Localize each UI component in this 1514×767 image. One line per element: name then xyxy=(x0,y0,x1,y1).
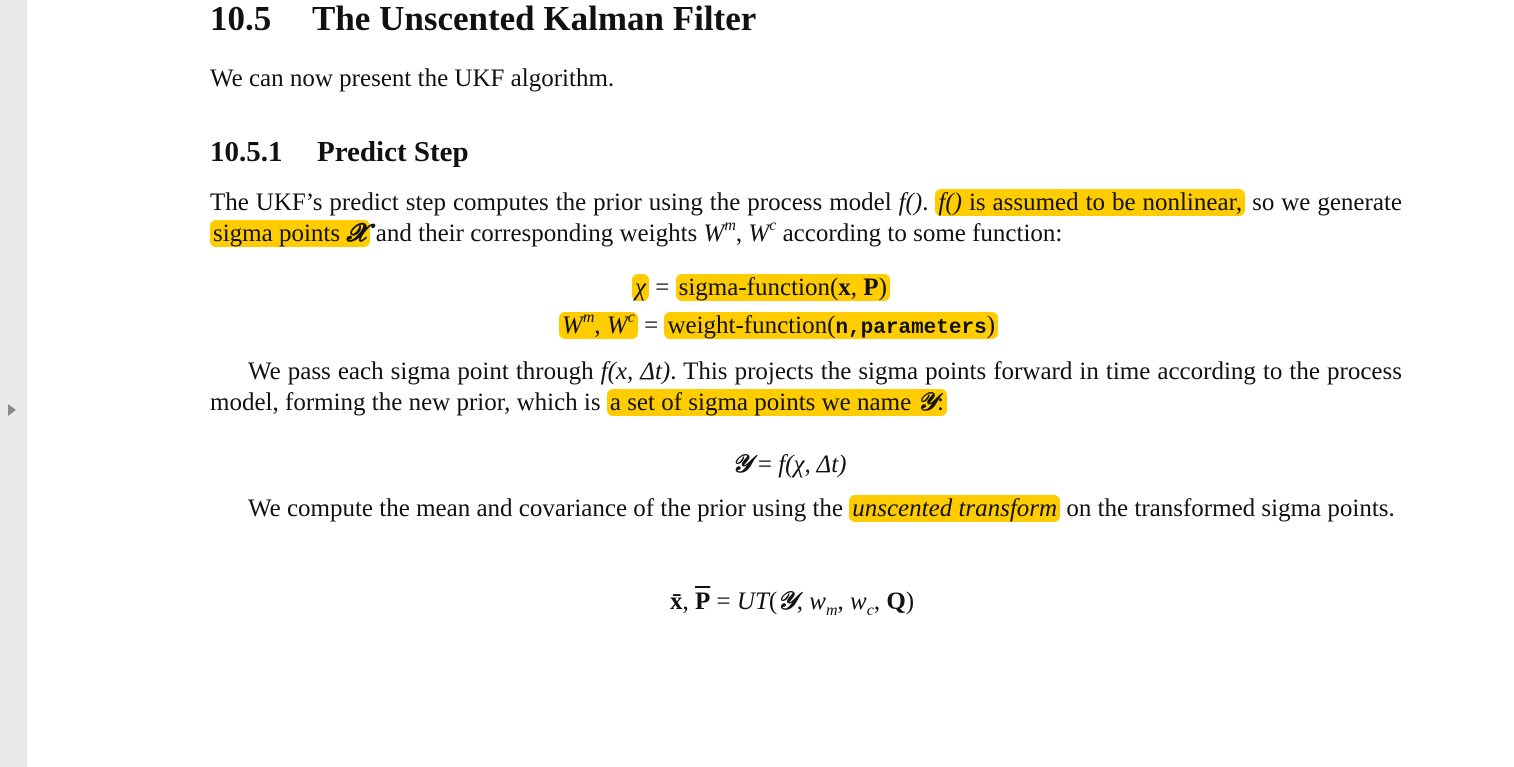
text-span: . This projects the sigma points forward in time according to the process model, forming the new prior, which is xyxy=(210,358,1402,416)
highlight-unscented-transform[interactable]: unscented transform xyxy=(849,495,1060,522)
highlight-sigma-points[interactable] xyxy=(210,220,370,247)
math-sup-c: c xyxy=(769,216,777,234)
math-q: Q xyxy=(886,588,906,615)
math-script-y: 𝒴 xyxy=(777,586,797,615)
math-p: P xyxy=(863,274,879,301)
math-sub-c: c xyxy=(866,602,874,619)
highlight-weights[interactable] xyxy=(559,308,638,339)
math-parameters: parameters xyxy=(860,317,987,340)
math-n: n xyxy=(835,317,849,340)
highlight-chi[interactable] xyxy=(632,274,649,301)
section-number: 10.5 xyxy=(210,0,272,38)
math-w: W xyxy=(748,220,770,247)
unscented-paragraph xyxy=(210,494,1402,524)
math-chi: χ xyxy=(635,274,646,301)
intro-paragraph: We can now present the UKF algorithm. xyxy=(210,65,615,92)
math-rhs: f(χ, Δt) xyxy=(778,451,847,478)
math-close: ) xyxy=(986,312,996,339)
subsection-number: 10.5.1 xyxy=(210,136,283,168)
math-func: weight-function( xyxy=(667,312,836,339)
text-span: according to some function: xyxy=(776,220,1063,247)
text-span: We pass each sigma point through xyxy=(248,358,601,385)
propagate-paragraph xyxy=(210,357,1402,418)
math-w: W xyxy=(562,312,583,339)
math-f: f() xyxy=(938,189,963,216)
highlight-weight-function[interactable]: weight-function(n,parameters) xyxy=(664,312,998,339)
math-close: ) xyxy=(905,588,915,615)
subsection-heading xyxy=(210,136,469,168)
text-span: on the transformed sigma points. xyxy=(1060,495,1395,522)
math-w: w xyxy=(809,588,826,615)
equation-row xyxy=(632,272,890,304)
math-sup-m: m xyxy=(724,216,736,234)
section-title: The Unscented Kalman Filter xyxy=(312,0,757,38)
math-sep: , xyxy=(594,312,607,339)
math-w: W xyxy=(606,312,628,339)
math-sub-m: m xyxy=(825,602,838,619)
math-ut: UT xyxy=(736,588,769,615)
math-f: f() xyxy=(898,189,923,216)
math-args: (x, Δt) xyxy=(607,358,671,385)
text-span: : xyxy=(937,389,944,416)
math-pbar: $\overline{P}$ xyxy=(695,588,711,615)
math-func: sigma-function( xyxy=(678,274,839,301)
highlight-text: sigma points xyxy=(213,220,347,247)
text-span: , xyxy=(735,220,749,247)
math-equals: = xyxy=(637,312,665,339)
math-sup-c: c xyxy=(627,308,635,326)
highlight-sigma-function[interactable] xyxy=(676,274,890,301)
math-sup-m: m xyxy=(582,308,595,326)
math-f: f xyxy=(600,358,608,385)
text-span: . xyxy=(922,189,936,216)
highlight-text: a set of sigma points we name xyxy=(609,389,918,416)
highlight-nonlinear[interactable] xyxy=(935,189,1245,216)
text-span: and their corresponding weights xyxy=(369,220,704,247)
math-equals: = xyxy=(710,588,737,615)
equation-row xyxy=(732,448,846,481)
equation-row xyxy=(559,310,998,345)
equation-row: x̄, $\overline{P}$ = UT(𝒴, $w_m$, $w_c$, Q) xyxy=(670,586,915,619)
text-span: We compute the mean and covariance of the prior using the xyxy=(248,495,850,522)
math-sep: , xyxy=(850,274,864,301)
math-x: x xyxy=(838,274,851,301)
triangle-right-icon[interactable] xyxy=(8,404,16,416)
section-heading xyxy=(210,0,756,38)
math-xbar: x̄ xyxy=(670,588,683,615)
math-w: w xyxy=(850,588,867,615)
highlight-text: is assumed to be nonlinear, xyxy=(962,189,1243,216)
subsection-title: Predict Step xyxy=(317,136,469,168)
math-sep: , xyxy=(682,588,695,615)
math-open: ( xyxy=(768,588,778,615)
sidebar xyxy=(0,0,27,767)
highlight-sigma-set[interactable] xyxy=(607,389,947,416)
math-equals: = xyxy=(751,451,779,478)
text-span: The UKF’s predict step computes the prior using the process model xyxy=(210,189,899,216)
math-w: W xyxy=(703,220,725,247)
math-script-y: 𝒴 xyxy=(732,449,752,478)
math-equals: = xyxy=(649,274,676,301)
math-script-y: 𝒴 xyxy=(917,387,938,416)
predict-paragraph xyxy=(210,188,1402,249)
math-script-x: 𝓧 xyxy=(346,218,367,247)
text-span: so we generate xyxy=(1245,189,1402,216)
math-close: ) xyxy=(878,274,887,301)
